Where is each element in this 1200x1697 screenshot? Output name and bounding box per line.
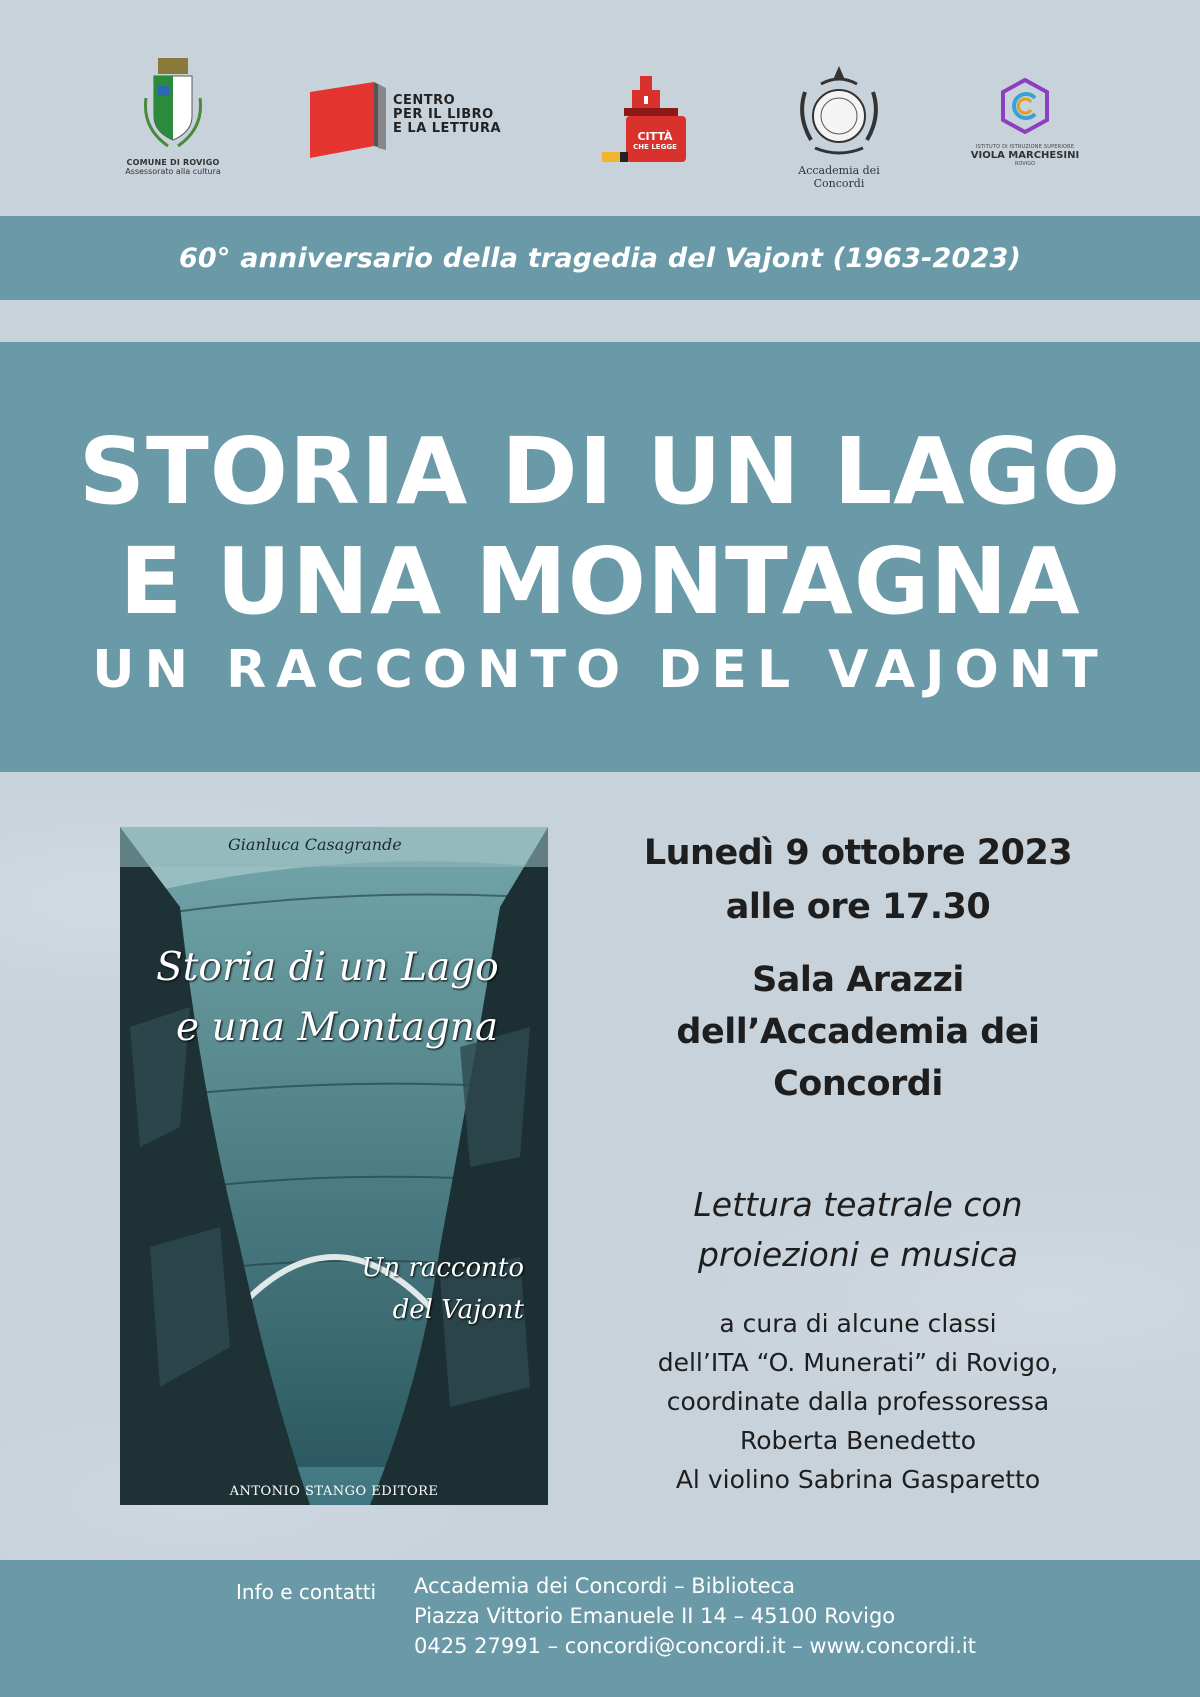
book-subtitle-line2: del Vajont [392,1295,524,1325]
venue-line1: Sala Arazzi [752,960,964,1000]
credit-line4: Roberta Benedetto [739,1426,977,1455]
contact-label: Info e contatti [236,1580,377,1604]
credit-line1: a cura di alcune classi [719,1309,997,1338]
credit-line2: dell’ITA “O. Munerati” di Rovigo, [657,1348,1059,1377]
accademia-caption: Accademia dei Concordi [798,164,880,190]
event-venue [612,954,1104,1110]
book-publisher: ANTONIO STANGO EDITORE [229,1484,439,1499]
title-banner [0,342,1200,772]
centro-line2: PER IL LIBRO [393,107,494,122]
citta-line1: CITTÀ [637,130,673,143]
dam-photo-icon [120,827,548,1505]
book-title-line2: e una Montagna [176,1005,499,1050]
event-credits [612,1304,1104,1499]
contact-address-street: Piazza Vittorio Emanuele II 14 – 45100 Rovigo [414,1604,896,1628]
description-line1: Lettura teatrale con [693,1185,1023,1224]
contact-footer [0,1560,1200,1697]
viola-marchesini-logo [970,78,1080,167]
centro-libro-logo [308,80,528,165]
viola-caption: VIOLA MARCHESINI [970,150,1080,161]
citta-line2: CHE LEGGE [633,143,677,151]
anniversary-text: 60° anniversario della tragedia del Vajont (1963-2023) [178,242,1022,274]
event-time: alle ore 17.30 [725,887,991,927]
event-date: Lunedì 9 ottobre 2023 [643,833,1073,873]
contact-address-name: Accademia dei Concordi – Biblioteca [414,1574,795,1598]
venue-line2: dell’Accademia dei [676,1012,1040,1052]
citta-che-legge-logo [600,76,690,171]
book-stack-icon [308,80,388,160]
credit-line3: coordinate dalla professoressa [666,1387,1050,1416]
comune-rovigo-logo [118,58,228,176]
centro-text [393,94,501,136]
centro-line3: E LA LETTURA [393,121,502,136]
title-line2: E UNA MONTAGNA [119,528,1081,635]
event-datetime [612,826,1104,934]
book-subtitle-line1: Un racconto [361,1253,524,1283]
anniversary-banner [0,216,1200,300]
event-description [612,1180,1104,1280]
book-author: Gianluca Casagrande [228,835,402,854]
title-line1: STORIA DI UN LAGO [78,418,1122,525]
rovigo-crest-icon [138,58,208,150]
viola-caption-top: ISTITUTO DI ISTRUZIONE SUPERIORE [975,144,1075,150]
sponsor-logos [0,0,1200,216]
contact-phone-email-web: 0425 27991 – concordi@concordi.it – www.concordi.it [414,1634,976,1658]
viola-caption-bottom: ROVIGO [1014,161,1036,167]
hexagon-c-icon [999,78,1051,134]
book-cover [120,827,548,1505]
credit-line5: Al violino Sabrina Gasparetto [675,1465,1041,1494]
centro-line1: CENTRO [393,93,456,108]
city-tower-icon [600,76,690,171]
accademia-concordi-logo [776,62,902,190]
venue-line3: Concordi [773,1064,943,1104]
rovigo-caption: COMUNE DI ROVIGO [126,158,220,167]
book-title-line1: Storia di un Lago [156,945,499,990]
description-line2: proiezioni e musica [697,1235,1018,1274]
rovigo-subcaption: Assessorato alla cultura [125,167,221,176]
accademia-emblem-icon [791,62,887,158]
citta-text [630,131,680,153]
title-subtitle: UN RACCONTO DEL VAJONT [92,640,1108,700]
event-info [612,826,1104,1499]
